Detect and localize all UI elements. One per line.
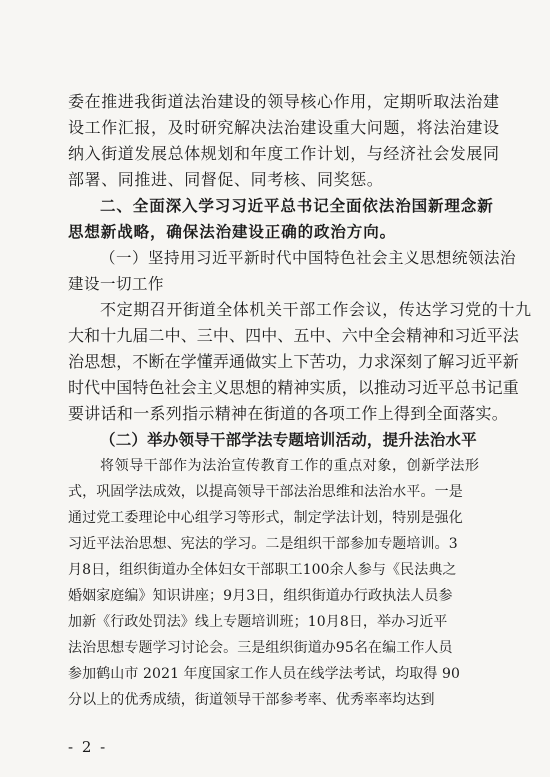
section-heading: 思想新战略，确保法治建设正确的政治方向。 (68, 223, 397, 241)
body-text-line: 分以上的优秀成绩，街道领导干部参考率、优秀率率均达到 (68, 692, 435, 708)
body-text-line: 委在推进我街道法治建设的领导核心作用，定期听取法治建 (68, 92, 500, 111)
body-text-line: 加新《行政处罚法》线上专题培训班；10月8日，举办习近平 (68, 614, 448, 630)
body-text-line: 将领导干部作为法治宣传教育工作的重点对象，创新学法形 (100, 458, 480, 474)
body-text-line: 要讲话和一系列指示精神在街道的各项工作上得到全面落实。 (68, 404, 509, 423)
body-text-line: 参加鹤山市 2021 年度国家工作人员在线学法考试，均取得 90 (68, 666, 460, 682)
subsection-heading: （一）坚持用习近平新时代中国特色社会主义思想统领法治 (100, 249, 517, 267)
body-text-line: 法治思想专题学习讨论会。三是组织街道办95名在编工作人员 (68, 640, 453, 656)
body-text-line: 时代中国特色社会主义思想的精神实质，以推动习近平总书记重 (68, 378, 519, 397)
body-text-line: 治思想，不断在学懂弄通做实上下苦功，力求深刻了解习近平新 (68, 352, 519, 371)
body-text-line: 部署、同推进、同督促、同考核、同奖惩。 (68, 170, 384, 189)
body-text-line: 式，巩固学法成效，以提高领导干部法治思维和法治水平。一是 (68, 484, 463, 500)
body-text-line: 月8日，组织街道办全体妇女干部职工100余人参与《民法典之 (68, 562, 457, 578)
body-text-line: 习近平法治思想、宪法的学习。二是组织干部参加专题培训。3 (68, 536, 458, 552)
body-text-line: 婚姻家庭编》知识讲座；9月3日，组织街道办行政执法人员参 (68, 588, 453, 604)
body-text-line: 不定期召开街道全体机关干部工作会议，传达学习党的十九 (100, 300, 532, 319)
subsection-heading: （二）举办领导干部学法专题培训活动，提升法治水平 (100, 431, 477, 449)
page-number: - 2 - (68, 738, 108, 756)
body-text-line: 设工作汇报，及时研究解决法治建设重大问题，将法治建设 (68, 118, 500, 137)
body-text-line: 大和十九届二中、三中、四中、五中、六中全会精神和习近平法 (68, 326, 519, 345)
section-heading: 二、全面深入学习习近平总书记全面依法治国新理念新 (100, 197, 494, 215)
body-text-line: 通过党工委理论中心组学习等形式，制定学法计划，特别是强化 (68, 510, 463, 526)
subsection-heading: 建设一切工作 (68, 275, 165, 293)
body-text-line: 纳入街道发展总体规划和年度工作计划，与经济社会发展同 (68, 144, 500, 163)
